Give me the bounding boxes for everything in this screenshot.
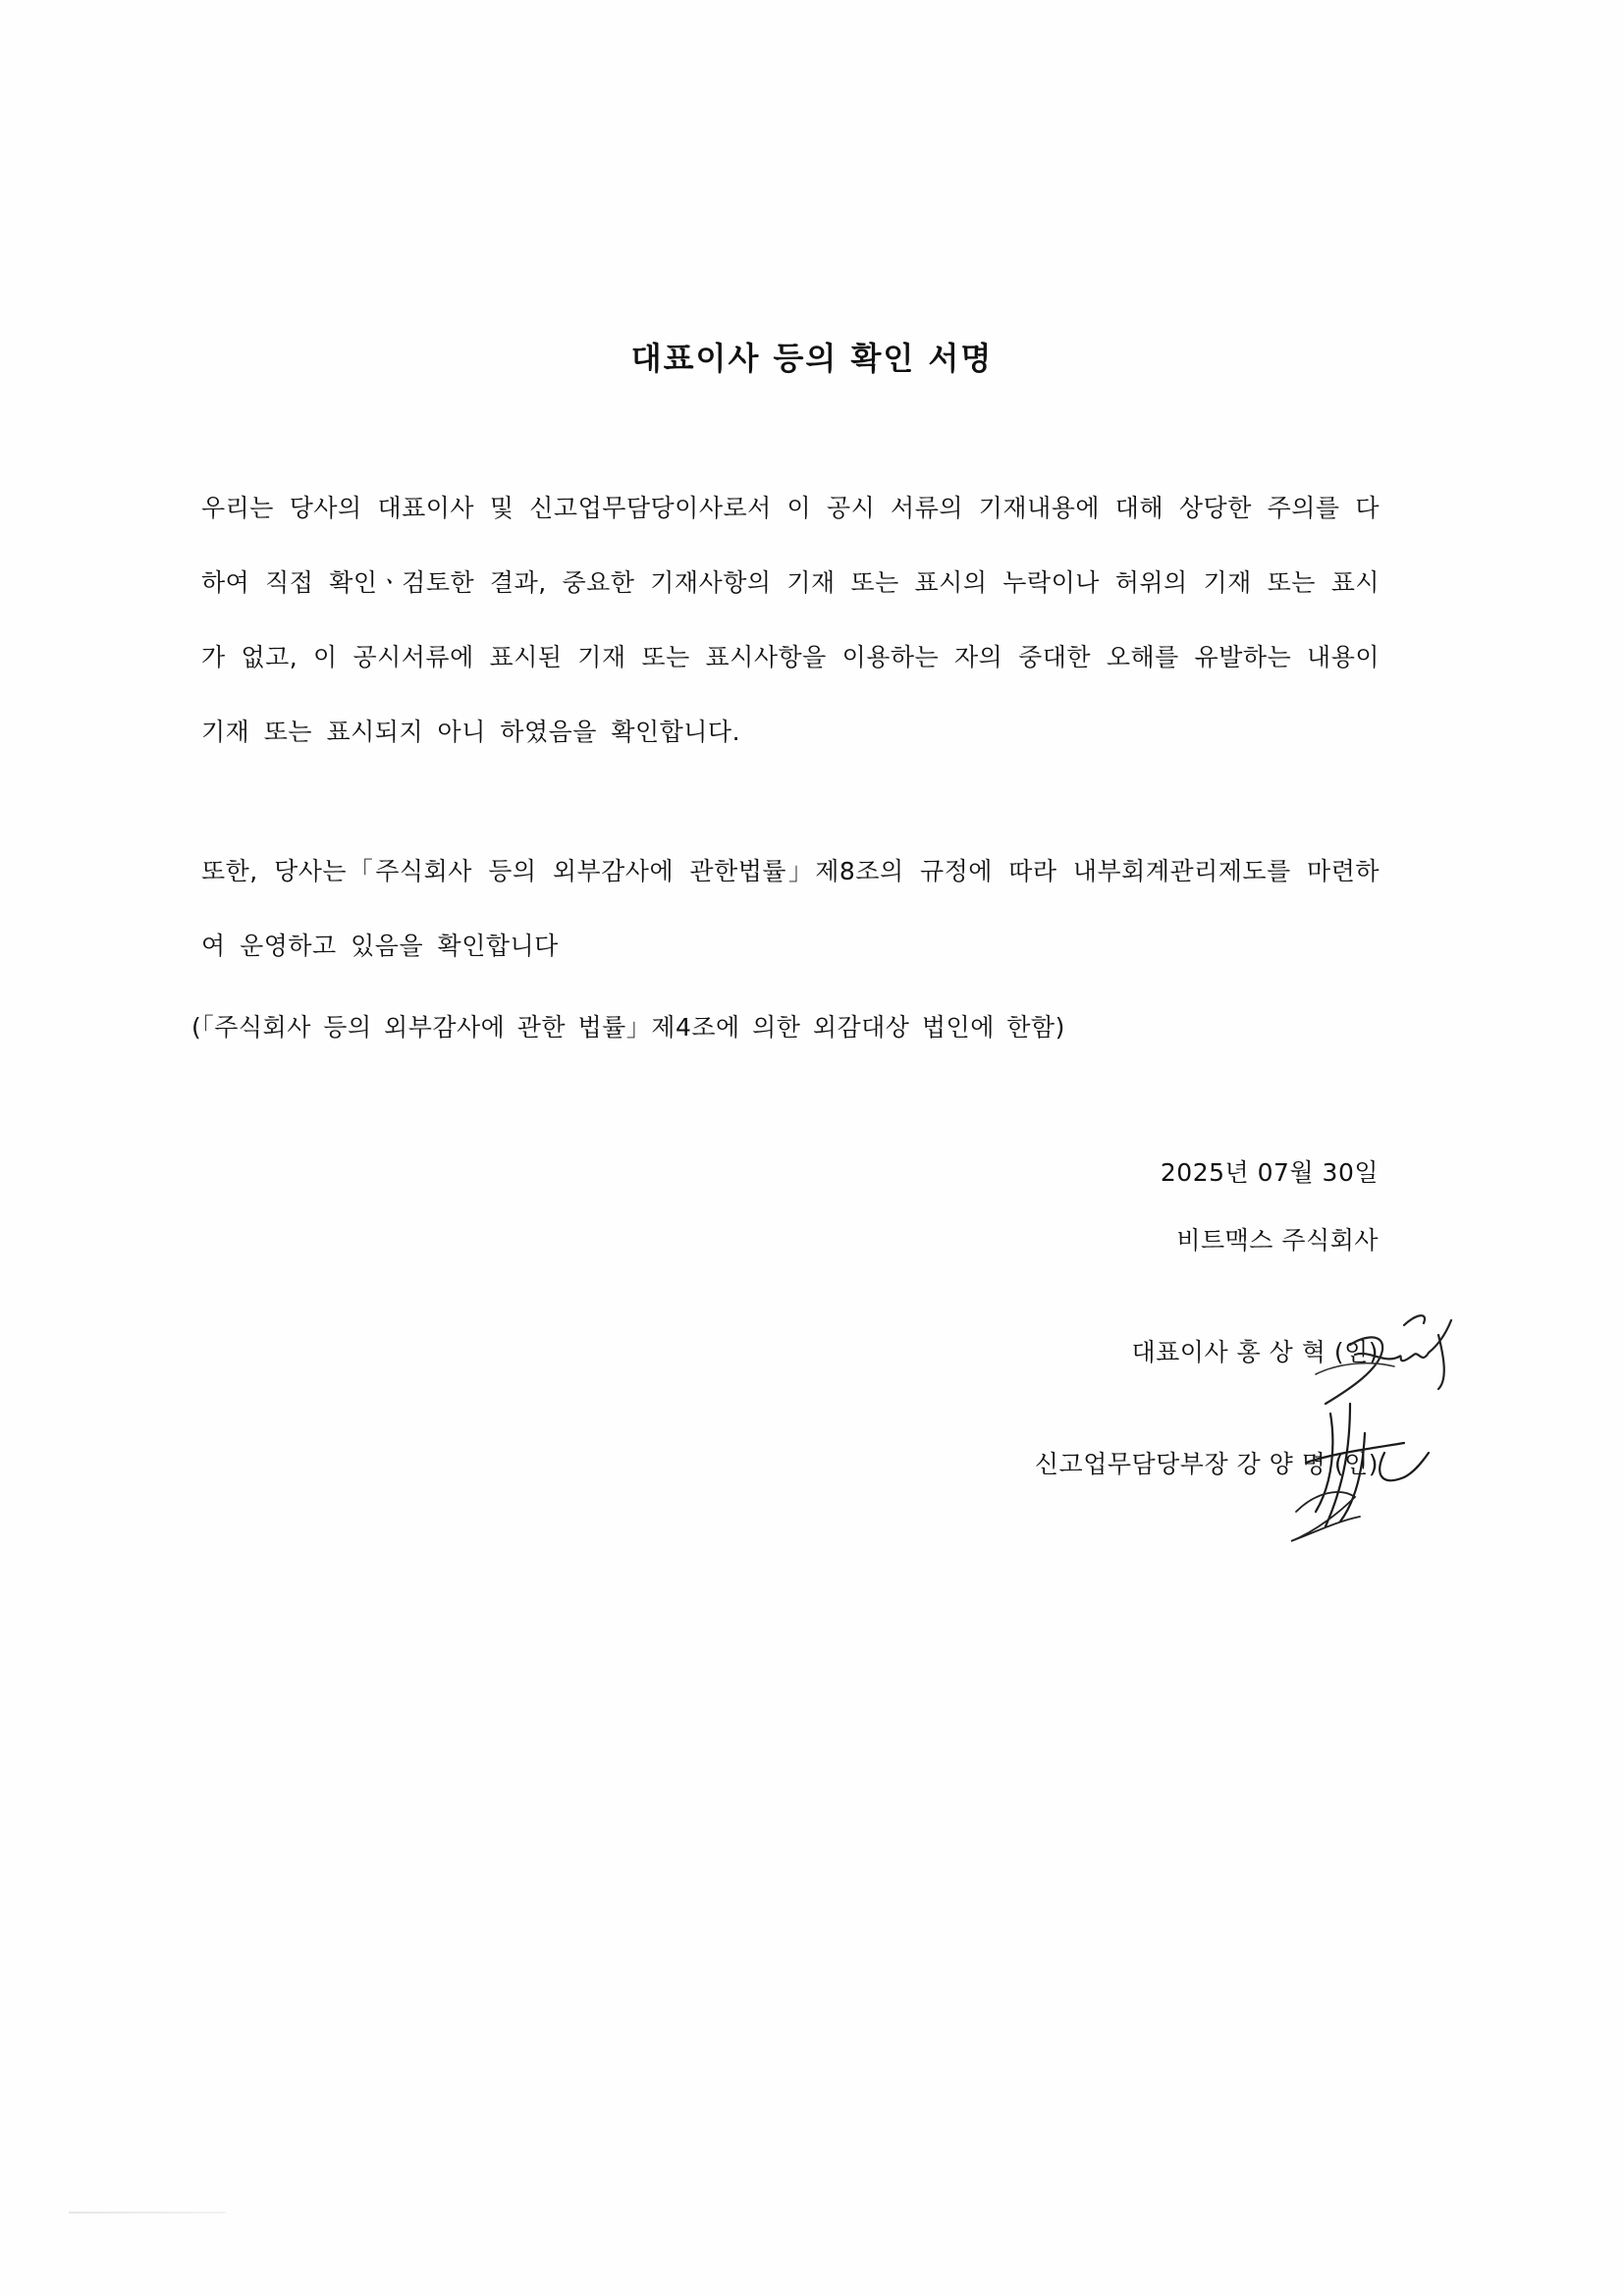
document-title: 대표이사 등의 확인 서명 bbox=[630, 340, 994, 377]
scope-note: (「주식회사 등의 외부감사에 관한 법률」제4조에 의한 외감대상 법인에 한함) bbox=[191, 1013, 1065, 1041]
company-name: 비트맥스 주식회사 bbox=[1176, 1226, 1379, 1255]
confirmation-paragraph: 우리는 당사의 대표이사 및 신고업무담당이사로서 이 공시 서류의 기재내용에 대해 상당한 주의를 다하여 직접 확인ㆍ검토한 결과, 중요한 기재사항의 기재 또는 표시의 누락이나 허위의 기재 또는 표시가 없고, 이 공시서류에 표시된 기재 또는 표시사항을 이용하는 자의 중대한 오해를 유발하는 내용이 기재 또는 표시되지 아니 하였음을 확인합니다. bbox=[201, 494, 1380, 746]
officer-signature-line: 신고업무담당부장 강 양 명 (인) bbox=[1034, 1450, 1379, 1478]
signature-date: 2025년 07월 30일 bbox=[1160, 1158, 1379, 1187]
internal-control-paragraph: 또한, 당사는「주식회사 등의 외부감사에 관한법률」제8조의 규정에 따라 내부회계관리제도를 마련하여 운영하고 있음을 확인합니다 bbox=[201, 857, 1380, 960]
ceo-signature-line: 대표이사 홍 상 혁 (인) bbox=[1131, 1338, 1379, 1366]
scan-artifact bbox=[69, 2212, 226, 2214]
